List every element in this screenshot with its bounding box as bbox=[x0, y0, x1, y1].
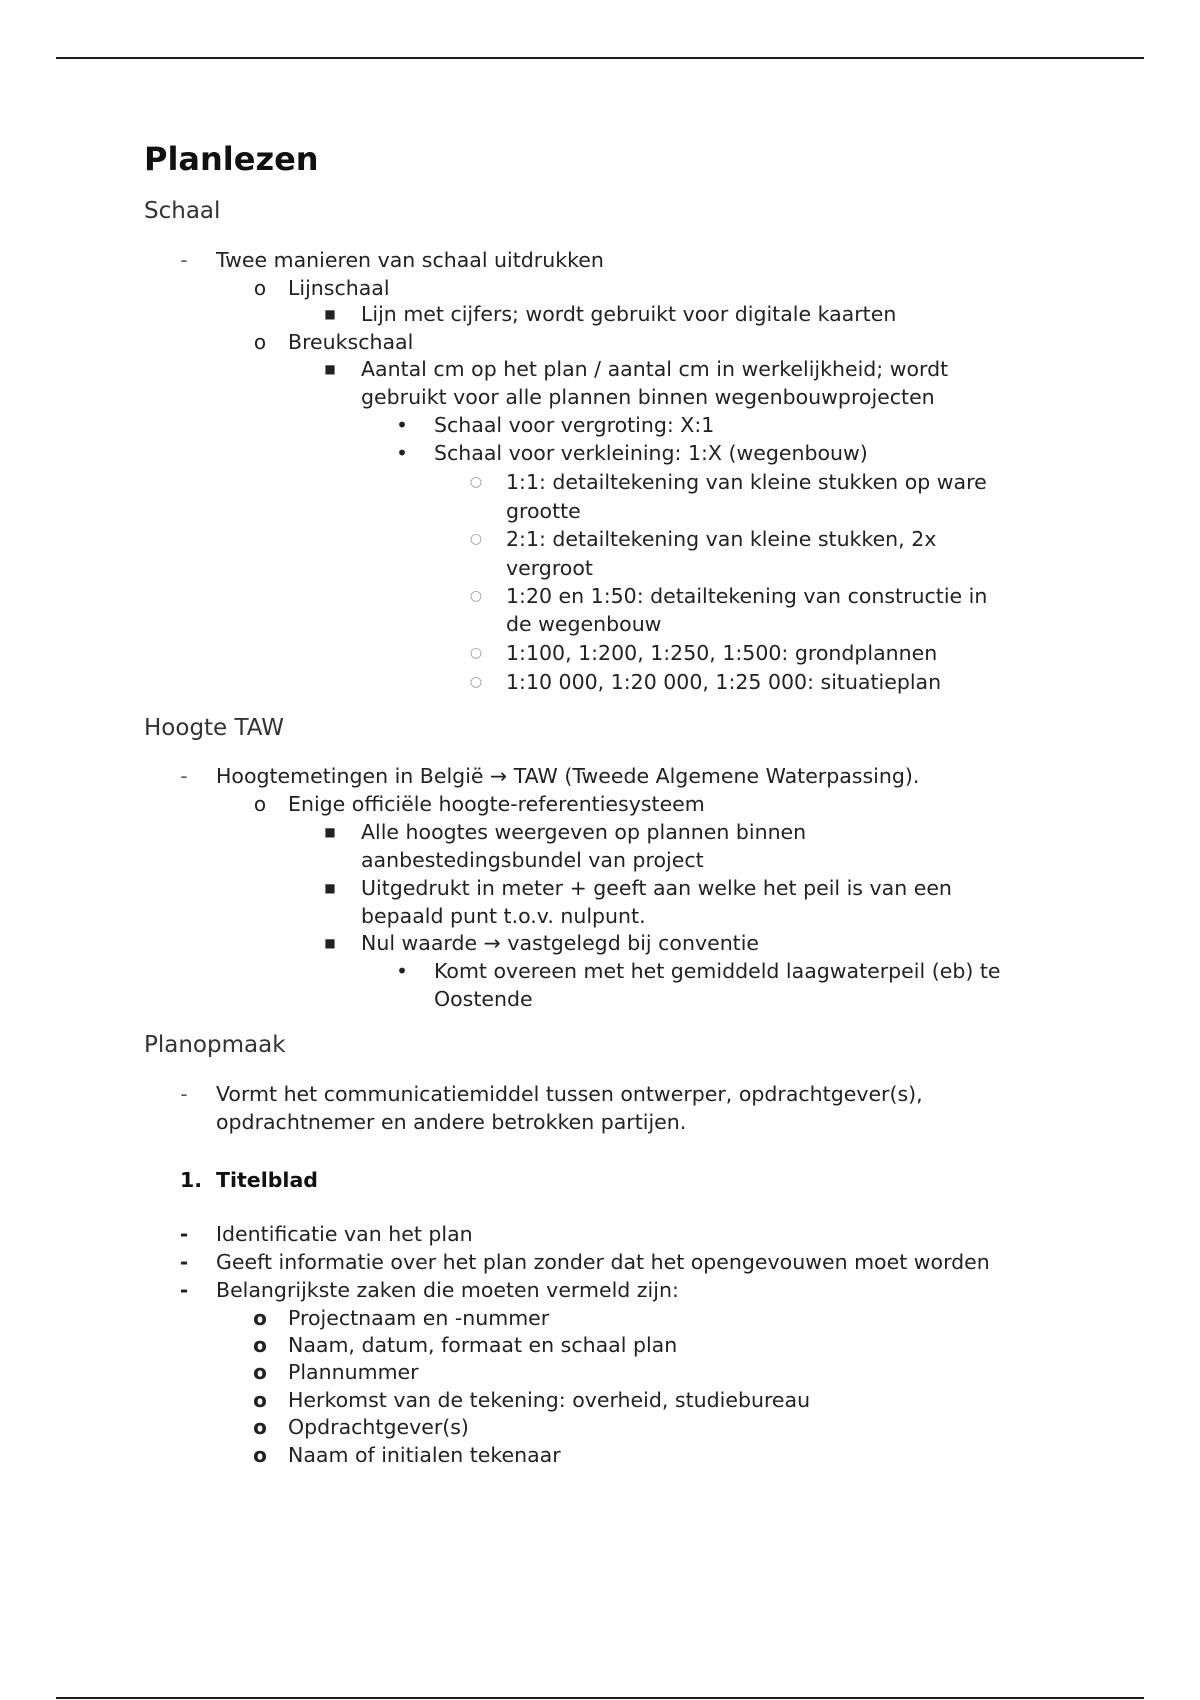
list-item: Enige officiële hoogte-referentiesysteem bbox=[288, 792, 705, 816]
footer-rule bbox=[56, 1697, 1144, 1699]
list-item: Alle hoogtes weergeven op plannen binnen bbox=[361, 820, 807, 844]
list-item: Belangrijkste zaken die moeten vermeld zijn: bbox=[216, 1278, 679, 1302]
list-item: Opdrachtgever(s) bbox=[288, 1415, 469, 1439]
circle-bullet: ○ bbox=[469, 588, 483, 604]
square-bullet: ■ bbox=[324, 881, 336, 895]
list-item: Nul waarde → vastgelegd bij conventie bbox=[361, 931, 760, 955]
circle-bullet: ○ bbox=[469, 645, 483, 661]
o-bullet: o bbox=[253, 330, 267, 354]
list-item: Hoogtemetingen in België → TAW (Tweede Algemene Waterpassing). bbox=[216, 764, 920, 788]
list-item: 2:1: detailtekening van kleine stukken, 2x bbox=[506, 527, 937, 551]
square-bullet: ■ bbox=[324, 307, 336, 321]
dash-bullet: - bbox=[179, 1250, 189, 1274]
list-item: Plannummer bbox=[288, 1360, 419, 1384]
list-item: 1:1: detailtekening van kleine stukken op ware bbox=[506, 470, 987, 494]
list-item: Identificatie van het plan bbox=[216, 1222, 473, 1246]
o-bullet: o bbox=[253, 1443, 267, 1467]
list-item: Schaal voor verkleining: 1:X (wegenbouw) bbox=[434, 441, 868, 465]
dash-bullet: - bbox=[179, 1278, 189, 1302]
o-bullet: o bbox=[253, 1388, 267, 1412]
list-item: Geeft informatie over het plan zonder dat het opengevouwen moet worden bbox=[216, 1250, 990, 1274]
list-item: Vormt het communicatiemiddel tussen ontwerper, opdrachtgever(s), bbox=[216, 1082, 923, 1106]
list-item-continuation: bepaald punt t.o.v. nulpunt. bbox=[361, 904, 646, 928]
list-item-continuation: grootte bbox=[506, 499, 581, 523]
list-item-continuation: de wegenbouw bbox=[506, 612, 662, 636]
subheading-titelblad: Titelblad bbox=[216, 1168, 318, 1192]
header-rule bbox=[56, 57, 1144, 59]
section-heading-planopmaak: Planopmaak bbox=[144, 1032, 286, 1058]
list-item: Naam, datum, formaat en schaal plan bbox=[288, 1333, 678, 1357]
page-title: Planlezen bbox=[144, 140, 319, 178]
dash-bullet: - bbox=[180, 1082, 188, 1106]
circle-bullet: ○ bbox=[469, 531, 483, 547]
o-bullet: o bbox=[253, 1360, 267, 1384]
dot-bullet: • bbox=[396, 959, 408, 983]
circle-bullet: ○ bbox=[469, 474, 483, 490]
section-heading-schaal: Schaal bbox=[144, 198, 221, 224]
o-bullet: o bbox=[253, 792, 267, 816]
dot-bullet: • bbox=[396, 413, 408, 437]
list-item: Lijnschaal bbox=[288, 276, 390, 300]
dash-bullet: - bbox=[179, 1222, 189, 1246]
square-bullet: ■ bbox=[324, 936, 336, 950]
list-item: Komt overeen met het gemiddeld laagwaterpeil (eb) te bbox=[434, 959, 1001, 983]
list-item: Lijn met cijfers; wordt gebruikt voor digitale kaarten bbox=[361, 302, 897, 326]
list-item-continuation: vergroot bbox=[506, 556, 593, 580]
list-item: Projectnaam en -nummer bbox=[288, 1306, 550, 1330]
dot-bullet: • bbox=[396, 441, 408, 465]
list-item: 1:100, 1:200, 1:250, 1:500: grondplannen bbox=[506, 641, 938, 665]
list-item: 1:20 en 1:50: detailtekening van constructie in bbox=[506, 584, 988, 608]
list-item: Schaal voor vergroting: X:1 bbox=[434, 413, 715, 437]
subheading-number: 1. bbox=[180, 1168, 203, 1192]
o-bullet: o bbox=[253, 276, 267, 300]
dash-bullet: - bbox=[180, 764, 188, 788]
circle-bullet: ○ bbox=[469, 674, 483, 690]
list-item-continuation: gebruikt voor alle plannen binnen wegenbouwprojecten bbox=[361, 385, 935, 409]
list-item-continuation: opdrachtnemer en andere betrokken partijen. bbox=[216, 1110, 687, 1134]
o-bullet: o bbox=[253, 1306, 267, 1330]
list-item: Naam of initialen tekenaar bbox=[288, 1443, 561, 1467]
list-item-continuation: aanbestedingsbundel van project bbox=[361, 848, 704, 872]
square-bullet: ■ bbox=[324, 362, 336, 376]
square-bullet: ■ bbox=[324, 825, 336, 839]
o-bullet: o bbox=[253, 1415, 267, 1439]
list-item: Uitgedrukt in meter + geeft aan welke het peil is van een bbox=[361, 876, 952, 900]
o-bullet: o bbox=[253, 1333, 267, 1357]
dash-bullet: - bbox=[180, 248, 188, 272]
list-item: Breukschaal bbox=[288, 330, 414, 354]
list-item: 1:10 000, 1:20 000, 1:25 000: situatieplan bbox=[506, 670, 942, 694]
list-item: Aantal cm op het plan / aantal cm in werkelijkheid; wordt bbox=[361, 357, 949, 381]
list-item: Twee manieren van schaal uitdrukken bbox=[216, 248, 604, 272]
list-item: Herkomst van de tekening: overheid, studiebureau bbox=[288, 1388, 811, 1412]
list-item-continuation: Oostende bbox=[434, 987, 533, 1011]
section-heading-hoogte-taw: Hoogte TAW bbox=[144, 715, 284, 741]
